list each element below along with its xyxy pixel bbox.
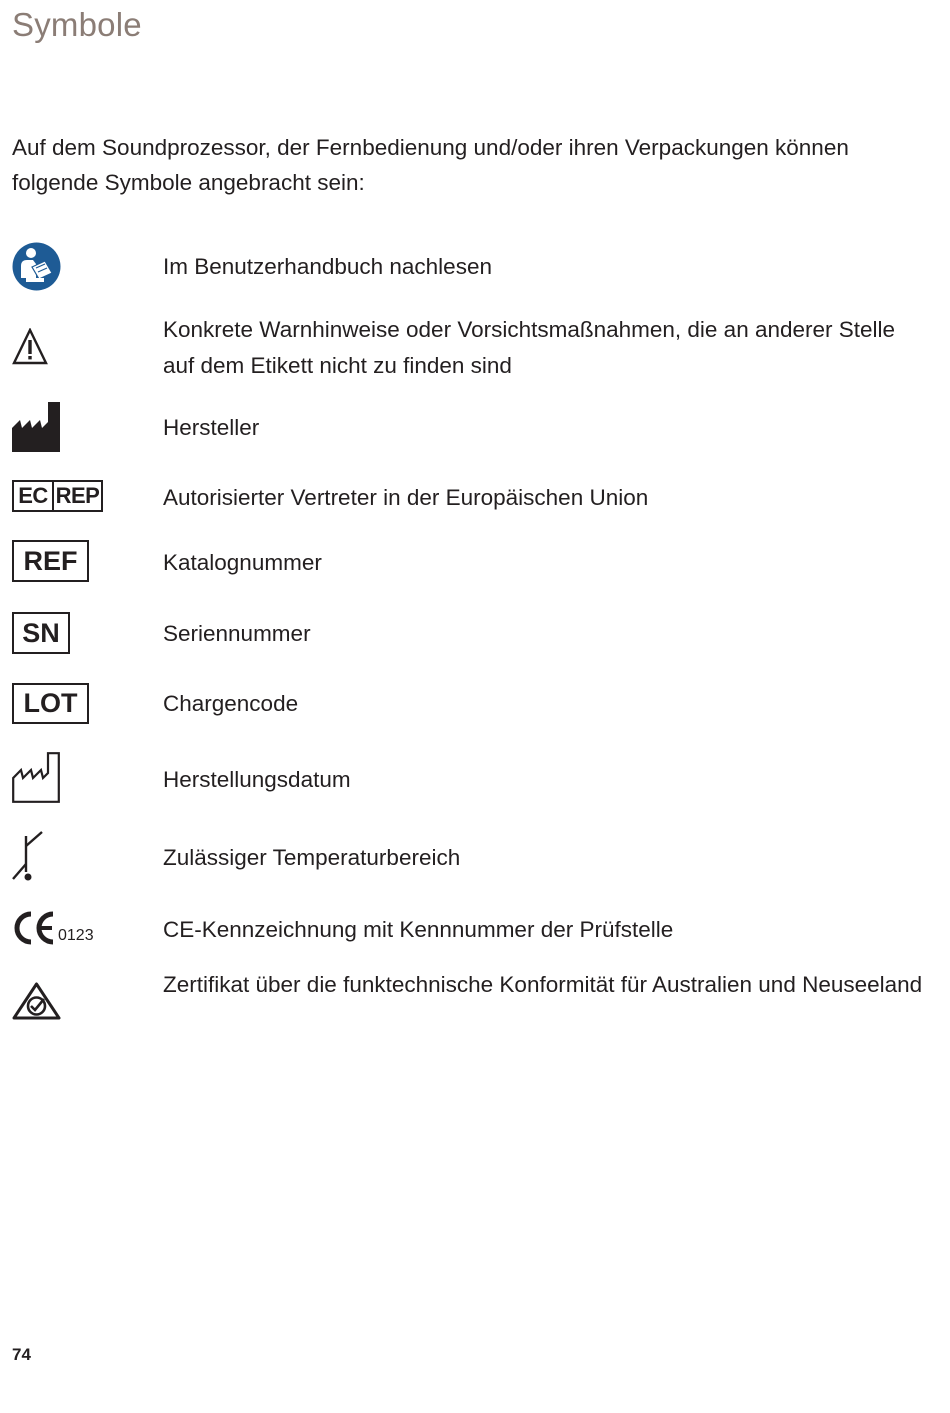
ec-label: EC bbox=[14, 482, 54, 510]
symbol-description: Autorisierter Vertreter in der Europäischen Union bbox=[163, 485, 649, 510]
symbol-description: Zertifikat über die funktechnische Konformität für Australien und Neuseeland bbox=[163, 972, 923, 997]
symbol-description: Hersteller bbox=[163, 415, 260, 440]
symbol-description: Chargencode bbox=[163, 691, 299, 716]
lot-icon: LOT bbox=[12, 683, 89, 724]
rep-label: REP bbox=[55, 483, 100, 508]
intro-text: Auf dem Soundprozessor, der Fernbedienung und/oder ihren Verpackungen können folgende Symbole angebracht sein: bbox=[12, 135, 849, 195]
warning-triangle-icon bbox=[12, 328, 48, 366]
ce-mark-icon bbox=[12, 910, 56, 946]
temperature-limit-icon bbox=[12, 830, 46, 882]
ref-icon: REF bbox=[12, 540, 89, 582]
manual-book-icon bbox=[12, 242, 61, 291]
symbol-description: Im Benutzerhandbuch nachlesen bbox=[163, 254, 492, 279]
page-number: 74 bbox=[12, 1345, 31, 1364]
symbol-description: Herstellungsdatum bbox=[163, 767, 351, 792]
symbol-description: CE-Kennzeichnung mit Kennnummer der Prüfstelle bbox=[163, 917, 674, 942]
symbol-description: Zulässiger Temperaturbereich bbox=[163, 845, 461, 870]
symbol-description: Katalognummer bbox=[163, 550, 322, 575]
page-title: Symbole bbox=[12, 6, 142, 43]
date-of-manufacture-icon bbox=[12, 752, 60, 803]
symbol-description: Seriennummer bbox=[163, 621, 311, 646]
manufacturer-icon bbox=[12, 402, 60, 452]
symbol-description: Konkrete Warnhinweise oder Vorsichtsmaßnahmen, die an anderer Stelle auf dem Etikett nicht zu finden sind bbox=[163, 317, 896, 378]
sn-icon: SN bbox=[12, 612, 70, 654]
ec-rep-icon bbox=[12, 480, 103, 512]
ce-notified-body-number: 0123 bbox=[58, 927, 94, 944]
rcm-icon bbox=[12, 982, 61, 1020]
